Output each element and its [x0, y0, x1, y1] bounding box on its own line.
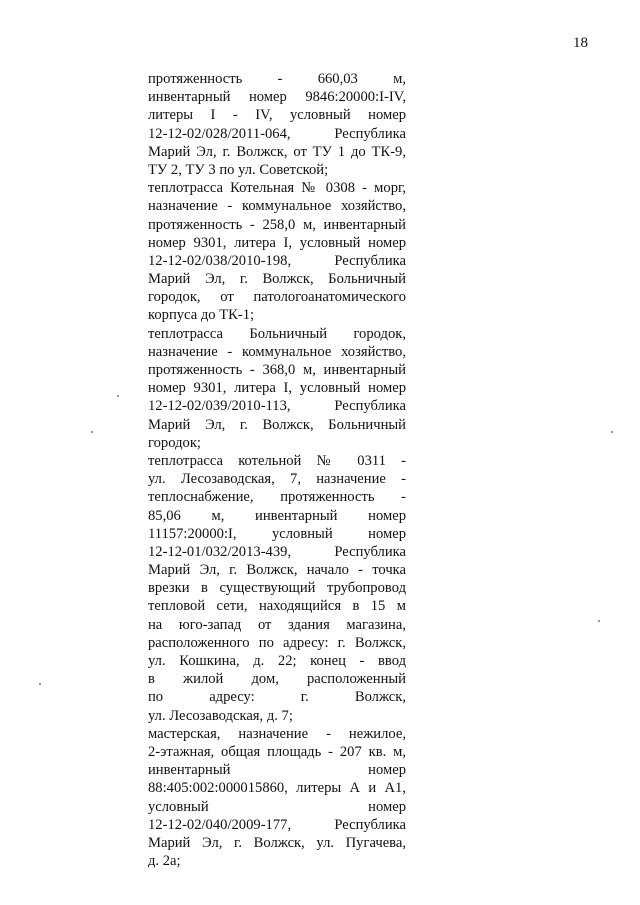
text-line: ул. Лесозаводская, 7, назначение - [148, 471, 406, 488]
text-line: Марий Эл, г. Волжск, от ТУ 1 до ТК-9, [148, 143, 406, 160]
text-line: теплотрасса Котельная № 0308 - морг, [148, 180, 406, 197]
text-line: номер 9301, литера I, условный номер [148, 234, 406, 251]
text-line: 12-12-01/032/2013-439, Республика [148, 543, 406, 560]
page-number: 18 [573, 35, 588, 51]
text-line: д. 2а; [148, 853, 181, 870]
scan-speck [598, 620, 600, 622]
text-line: назначение - коммунальное хозяйство, [148, 343, 406, 360]
text-line: назначение - коммунальное хозяйство, [148, 198, 406, 215]
text-line: Марий Эл, г. Волжск, ул. Пугачева, [148, 834, 406, 851]
scan-speck [117, 395, 119, 397]
text-line: в жилой дом, расположенный [148, 671, 406, 688]
text-line: тепловой сети, находящийся в 15 м [148, 598, 406, 615]
text-line: литеры I - IV, условный номер [148, 107, 406, 124]
text-line: городок, от патологоанатомического [148, 289, 406, 306]
text-line: врезки в существующий трубопровод [148, 580, 406, 597]
text-line: 12-12-02/040/2009-177, Республика [148, 816, 406, 833]
text-line: 88:405:002:000015860, литеры А и А1, [148, 780, 406, 797]
text-line: ТУ 2, ТУ 3 по ул. Советской; [148, 161, 329, 178]
text-line: теплотрасса Больничный городок, [148, 325, 406, 342]
scan-speck [39, 683, 41, 685]
text-line: инвентарный номер 9846:20000:I-IV, [148, 89, 406, 106]
text-line: расположенного по адресу: г. Волжск, [148, 634, 406, 651]
scan-speck [91, 431, 93, 433]
text-line: 12-12-02/039/2010-113, Республика [148, 398, 406, 415]
text-line: теплоснабжение, протяженность - [148, 489, 406, 506]
text-line: 85,06 м, инвентарный номер [148, 507, 406, 524]
text-line: условный номер [148, 798, 406, 815]
text-line: протяженность - 258,0 м, инвентарный [148, 216, 406, 233]
text-line: корпуса до ТК-1; [148, 307, 255, 324]
text-line: 12-12-02/038/2010-198, Республика [148, 252, 406, 269]
text-line: Марий Эл, г. Волжск, Больничный [148, 271, 406, 288]
scan-speck [611, 431, 613, 433]
document-body [148, 70, 406, 870]
text-line: на юго-запад от здания магазина, [148, 616, 406, 633]
text-line: по адресу: г. Волжск, [148, 689, 406, 706]
text-line: ул. Лесозаводская, д. 7; [148, 707, 293, 724]
text-line: инвентарный номер [148, 762, 406, 779]
text-line: городок; [148, 434, 201, 451]
text-line: теплотрасса котельной № 0311 - [148, 452, 406, 469]
text-line: 11157:20000:I, условный номер [148, 525, 406, 542]
text-line: 2-этажная, общая площадь - 207 кв. м, [148, 743, 406, 760]
text-line: протяженность - 368,0 м, инвентарный [148, 362, 406, 378]
text-line: 12-12-02/028/2011-064, Республика [148, 125, 406, 142]
text-line: Марий Эл, г. Волжск, Больничный [148, 416, 406, 433]
text-line: Марий Эл, г. Волжск, начало - точка [148, 562, 406, 579]
text-line: номер 9301, литера I, условный номер [148, 380, 406, 397]
text-line: мастерская, назначение - нежилое, [148, 725, 406, 742]
text-line: протяженность - 660,03 м, [148, 71, 406, 87]
text-line: ул. Кошкина, д. 22; конец - ввод [148, 653, 406, 669]
